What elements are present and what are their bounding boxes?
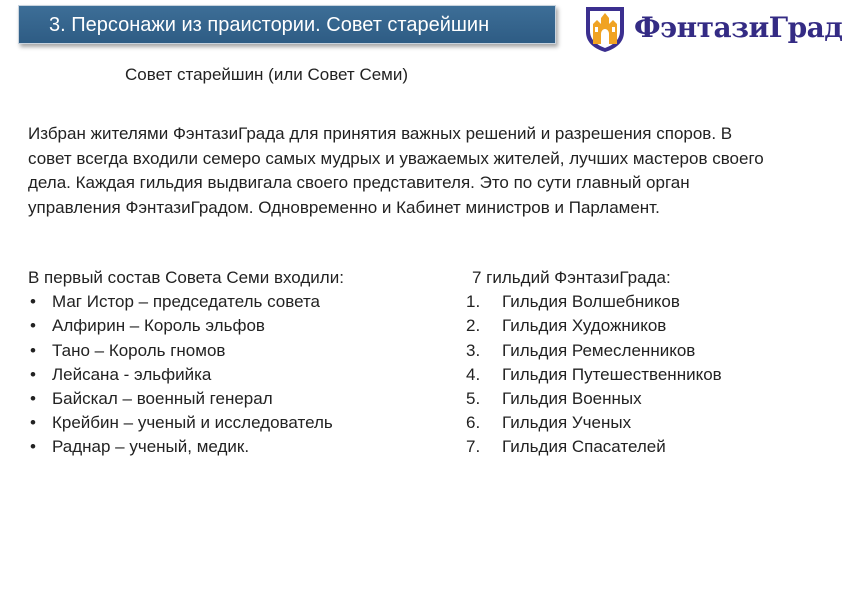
member-item: • Байскал – военный генерал: [28, 387, 428, 411]
guild-item: [466, 435, 786, 459]
guild-label: Гильдия Путешественников: [502, 364, 722, 384]
guild-label: Гильдия Художников: [502, 316, 667, 336]
guild-label: Гильдия Ученых: [502, 413, 632, 433]
guild-number: 7.: [466, 437, 481, 457]
guild-number: 3.: [466, 340, 481, 360]
guild-number: 4.: [466, 364, 481, 384]
logo-text: ФэнтазиГрад: [634, 11, 842, 44]
members-list: [28, 290, 428, 459]
member-item: • Лейсана - эльфийка: [28, 363, 428, 387]
guild-item: [466, 363, 786, 387]
guild-number: 6.: [466, 413, 481, 433]
guild-number: 5.: [466, 389, 481, 409]
guild-item: [466, 290, 786, 314]
member-item: • Крейбин – ученый и исследователь: [28, 411, 428, 435]
section-subtitle: Совет старейшин (или Совет Семи): [125, 65, 409, 84]
guilds-column: [466, 266, 786, 460]
guild-label: Гильдия Ремесленников: [502, 340, 696, 360]
slide-title: 3. Персонажи из праистории. Совет старейшин: [18, 5, 556, 44]
guild-number: 2.: [466, 316, 481, 336]
castle-shield-icon: [582, 4, 628, 54]
guilds-list: [466, 290, 786, 459]
guilds-heading: 7 гильдий ФэнтазиГрада:: [472, 268, 671, 287]
logo: [582, 4, 842, 54]
members-column: [28, 266, 428, 460]
member-item: • Раднар – ученый, медик.: [28, 435, 428, 459]
member-item: • Алфирин – Король эльфов: [28, 314, 428, 338]
guild-item: [466, 314, 786, 338]
guild-item: [466, 387, 786, 411]
member-item: • Тано – Король гномов: [28, 339, 428, 363]
member-item: • Маг Истор – председатель совета: [28, 290, 428, 314]
guild-label: Гильдия Спасателей: [502, 437, 666, 457]
guild-label: Гильдия Волшебников: [502, 292, 680, 312]
members-heading: В первый состав Совета Семи входили:: [28, 268, 344, 287]
guild-label: Гильдия Военных: [502, 389, 642, 409]
guild-number: 1.: [466, 292, 481, 312]
guild-item: [466, 411, 786, 435]
guild-item: [466, 339, 786, 363]
council-description: Избран жителями ФэнтазиГрада для принятия важных решений и разрешения споров. В совет всегда входили семеро самых мудрых и уважаемых жителей, лучших мастеров своего дела. Каждая гильдия выдвигала своего представителя. Это по сути главный орган управления ФэнтазиГрадом. Одновременно и Кабинет министров и Парламент.: [28, 124, 764, 217]
